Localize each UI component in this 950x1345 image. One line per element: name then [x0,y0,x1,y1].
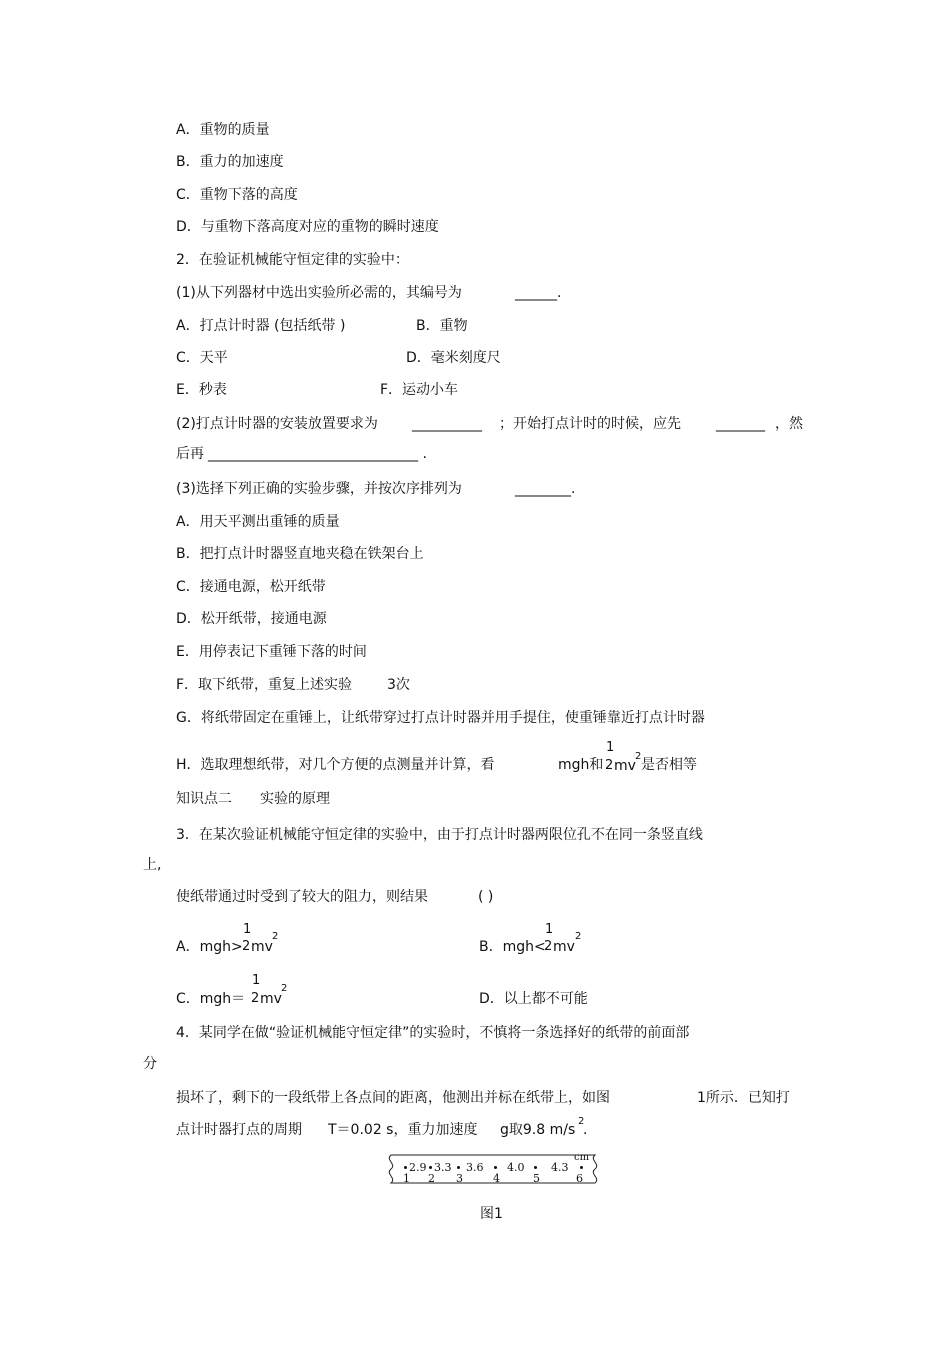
q1-option-a: A．重物的质量 [176,122,270,138]
q3-b-mv: mv [553,939,575,955]
q3-a-frac-den: 2 [242,939,251,954]
q3-a-mv: mv [251,939,273,955]
tape-dot-3 [457,1166,460,1169]
step-h-frac-den: 2 [605,758,614,773]
step-h-mv: mv [614,758,636,774]
q2-opt-c: C．天平 [176,350,228,366]
tape-dot-6 [580,1166,583,1169]
q3-answer-paren: ( ) [478,889,494,905]
q2-part2-blank2: _______ [716,416,765,432]
q3-line2: 使纸带通过时受到了较大的阻力，则结果 [176,889,428,905]
step-h-frac-num: 1 [606,740,615,755]
q2-part2-tail: ，然 [775,416,803,432]
q2-opt-d: D．毫米刻度尺 [406,350,501,366]
step-f-count: 3次 [387,677,410,693]
q3-c-mv: mv [260,991,282,1007]
q3-b-frac-den: 2 [544,939,553,954]
q2-part1-blank: ______. [515,285,562,301]
q2-stem: 2．在验证机械能守恒定律的实验中： [176,252,409,268]
section-title: 实验的原理 [260,791,330,807]
q1-option-b: B．重力的加速度 [176,154,284,170]
step-e: E．用停表记下重锤下落的时间 [176,644,367,660]
q2-opt-f: F．运动小车 [380,382,459,398]
tape-dot-4 [494,1166,497,1169]
tape-dot-5 [534,1166,537,1169]
step-f: F．取下纸带，重复上述实验 [176,677,353,693]
tape-distance: 2.9 [409,1161,427,1174]
q3-b-square: 2 [575,931,582,942]
q2-opt-a: A．打点计时器 (包括纸带 ) [176,318,346,334]
step-g: G．将纸带固定在重锤上，让纸带穿过打点计时器并用手提住，使重锤靠近打点计时器 [176,710,705,726]
figure-caption: 图1 [480,1206,503,1222]
tape-point-label: 2 [428,1172,435,1185]
tape-point-label: 6 [576,1172,583,1185]
q3-option-a: A．mgh> [176,939,243,955]
tape-distance: 4.0 [507,1161,525,1174]
tape-distance: 3.3 [434,1161,452,1174]
q4-line2-tail: 1所示．已知打 [697,1090,790,1106]
step-d: D．松开纸带，接通电源 [176,611,327,627]
step-c: C．接通电源，松开纸带 [176,579,326,595]
q2-opt-e: E．秒表 [176,382,227,398]
tape-point-label: 1 [403,1172,410,1185]
q3-b-frac-num: 1 [545,922,554,937]
step-h: H．选取理想纸带，对几个方便的点测量并计算，看 [176,757,495,773]
tape-point-label: 3 [456,1172,463,1185]
q2-part2-mid: ；开始打点计时的时候，应先 [499,416,681,432]
step-h-mgh: mgh和 [558,757,604,773]
q2-part3-blank: ________. [515,481,576,497]
tape-distance: 3.6 [466,1161,484,1174]
q3-option-b: B．mgh< [479,939,546,955]
q4-line2: 损坏了，剩下的一段纸带上各点间的距离，他测出并标在纸带上，如图 [176,1090,610,1106]
q3-a-square: 2 [272,931,279,942]
q3-c-square: 2 [281,983,288,994]
step-a: A．用天平测出重锤的质量 [176,514,340,530]
q1-option-c: C．重物下落的高度 [176,187,298,203]
q2-part1: (1)从下列器材中选出实验所必需的，其编号为 [176,285,462,301]
q2-part2-blank1: __________ [412,416,482,432]
q2-opt-b: B．重物 [416,318,468,334]
paper-tape-figure [383,1150,603,1188]
q4-gravity-exp: 2 [578,1116,585,1127]
q4-gravity: g取9.8 m/s [500,1122,576,1138]
q4-line3: 点计时器打点的周期 [176,1122,302,1138]
step-h-square: 2 [635,751,642,762]
q3-c-frac-num: 1 [252,973,261,988]
q2-part3: (3)选择下列正确的实验步骤，并按次序排列为 [176,481,462,497]
step-h-tail: 是否相等 [641,757,697,773]
tape-unit: cm [574,1152,590,1163]
q3-option-d: D．以上都不可能 [479,991,588,1007]
tape-distance: 4.3 [551,1161,569,1174]
q3-a-frac-num: 1 [243,922,252,937]
q3-line1: 3．在某次验证机械能守恒定律的实验中，由于打点计时器两限位孔不在同一条竖直线 [176,827,703,843]
tape-point-label: 4 [493,1172,500,1185]
q4-end: . [583,1122,588,1138]
q3-option-c: C．mgh＝ [176,991,246,1007]
q2-part2: (2)打点计时器的安装放置要求为 [176,416,378,432]
q2-part2-cont: 后再 [176,446,204,462]
q1-option-d: D．与重物下落高度对应的重物的瞬时速度 [176,219,439,235]
q4-line1: 4．某同学在做“验证机械能守恒定律”的实验时，不慎将一条选择好的纸带的前面部 [176,1025,690,1041]
q3-line1-cont: 上, [143,857,162,873]
tape-dot-1 [404,1166,407,1169]
q3-c-frac-den: 2 [251,991,260,1006]
q4-line1-cont: 分 [143,1056,157,1072]
tape-point-label: 5 [533,1172,540,1185]
step-b: B．把打点计时器竖直地夹稳在铁架台上 [176,546,424,562]
q2-part2-blank3: ______________________________ . [208,446,427,462]
tape-dot-2 [429,1166,432,1169]
section-label: 知识点二 [176,791,232,807]
q4-period: T＝0.02 s，重力加速度 [328,1122,478,1138]
